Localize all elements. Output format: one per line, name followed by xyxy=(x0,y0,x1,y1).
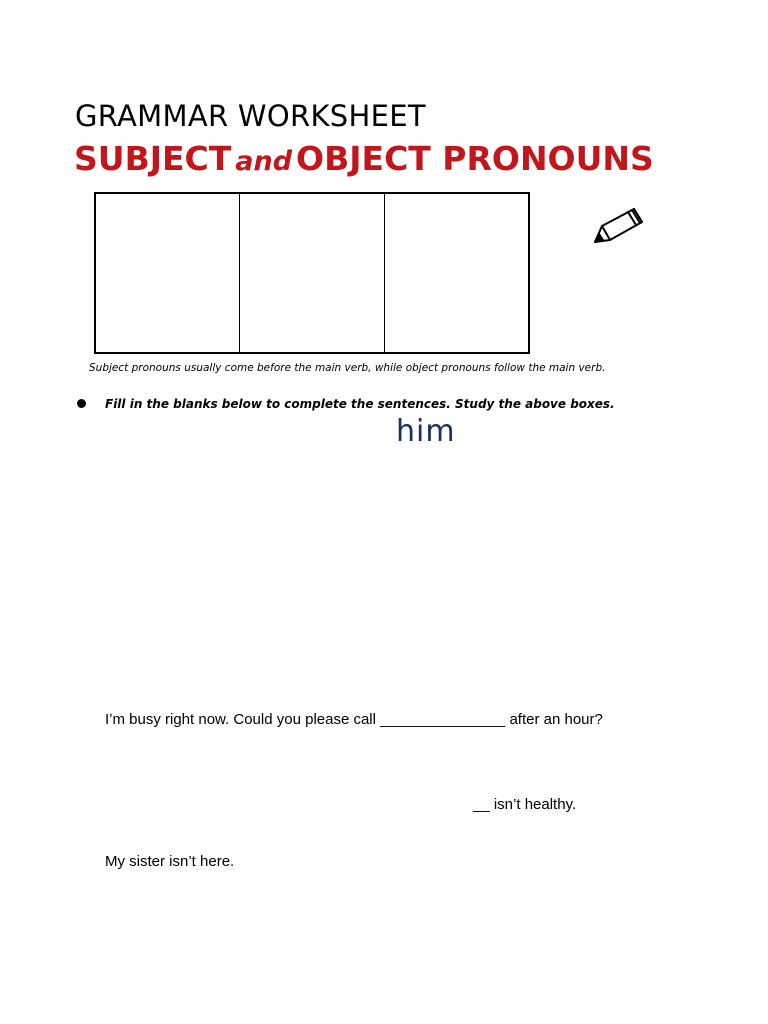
pencil-icon xyxy=(592,204,648,246)
sentence-3: My sister isn’t here. xyxy=(105,853,235,870)
subtitle-subject: SUBJECT xyxy=(74,139,232,178)
bullet-point xyxy=(77,399,86,408)
subtitle-and: and xyxy=(235,146,293,177)
pronoun-box-3 xyxy=(385,194,528,352)
subtitle-object-pronouns: OBJECT PRONOUNS xyxy=(296,139,654,178)
worksheet-title: GRAMMAR WORKSHEET xyxy=(75,99,426,133)
instruction-text: Fill in the blanks below to complete the sentences. Study the above boxes. xyxy=(105,397,615,411)
worksheet-subtitle xyxy=(74,138,654,183)
pronoun-box-1 xyxy=(96,194,240,352)
pronoun-boxes xyxy=(94,192,530,354)
pronoun-box-2 xyxy=(240,194,384,352)
handwritten-answer: him xyxy=(396,414,456,449)
sentence-1: I’m busy right now. Could you please call _______________ after an hour? xyxy=(105,711,603,728)
pronoun-note: Subject pronouns usually come before the main verb, while object pronouns follow the main verb. xyxy=(89,362,606,374)
sentence-2: __ isn’t healthy. xyxy=(473,796,577,813)
